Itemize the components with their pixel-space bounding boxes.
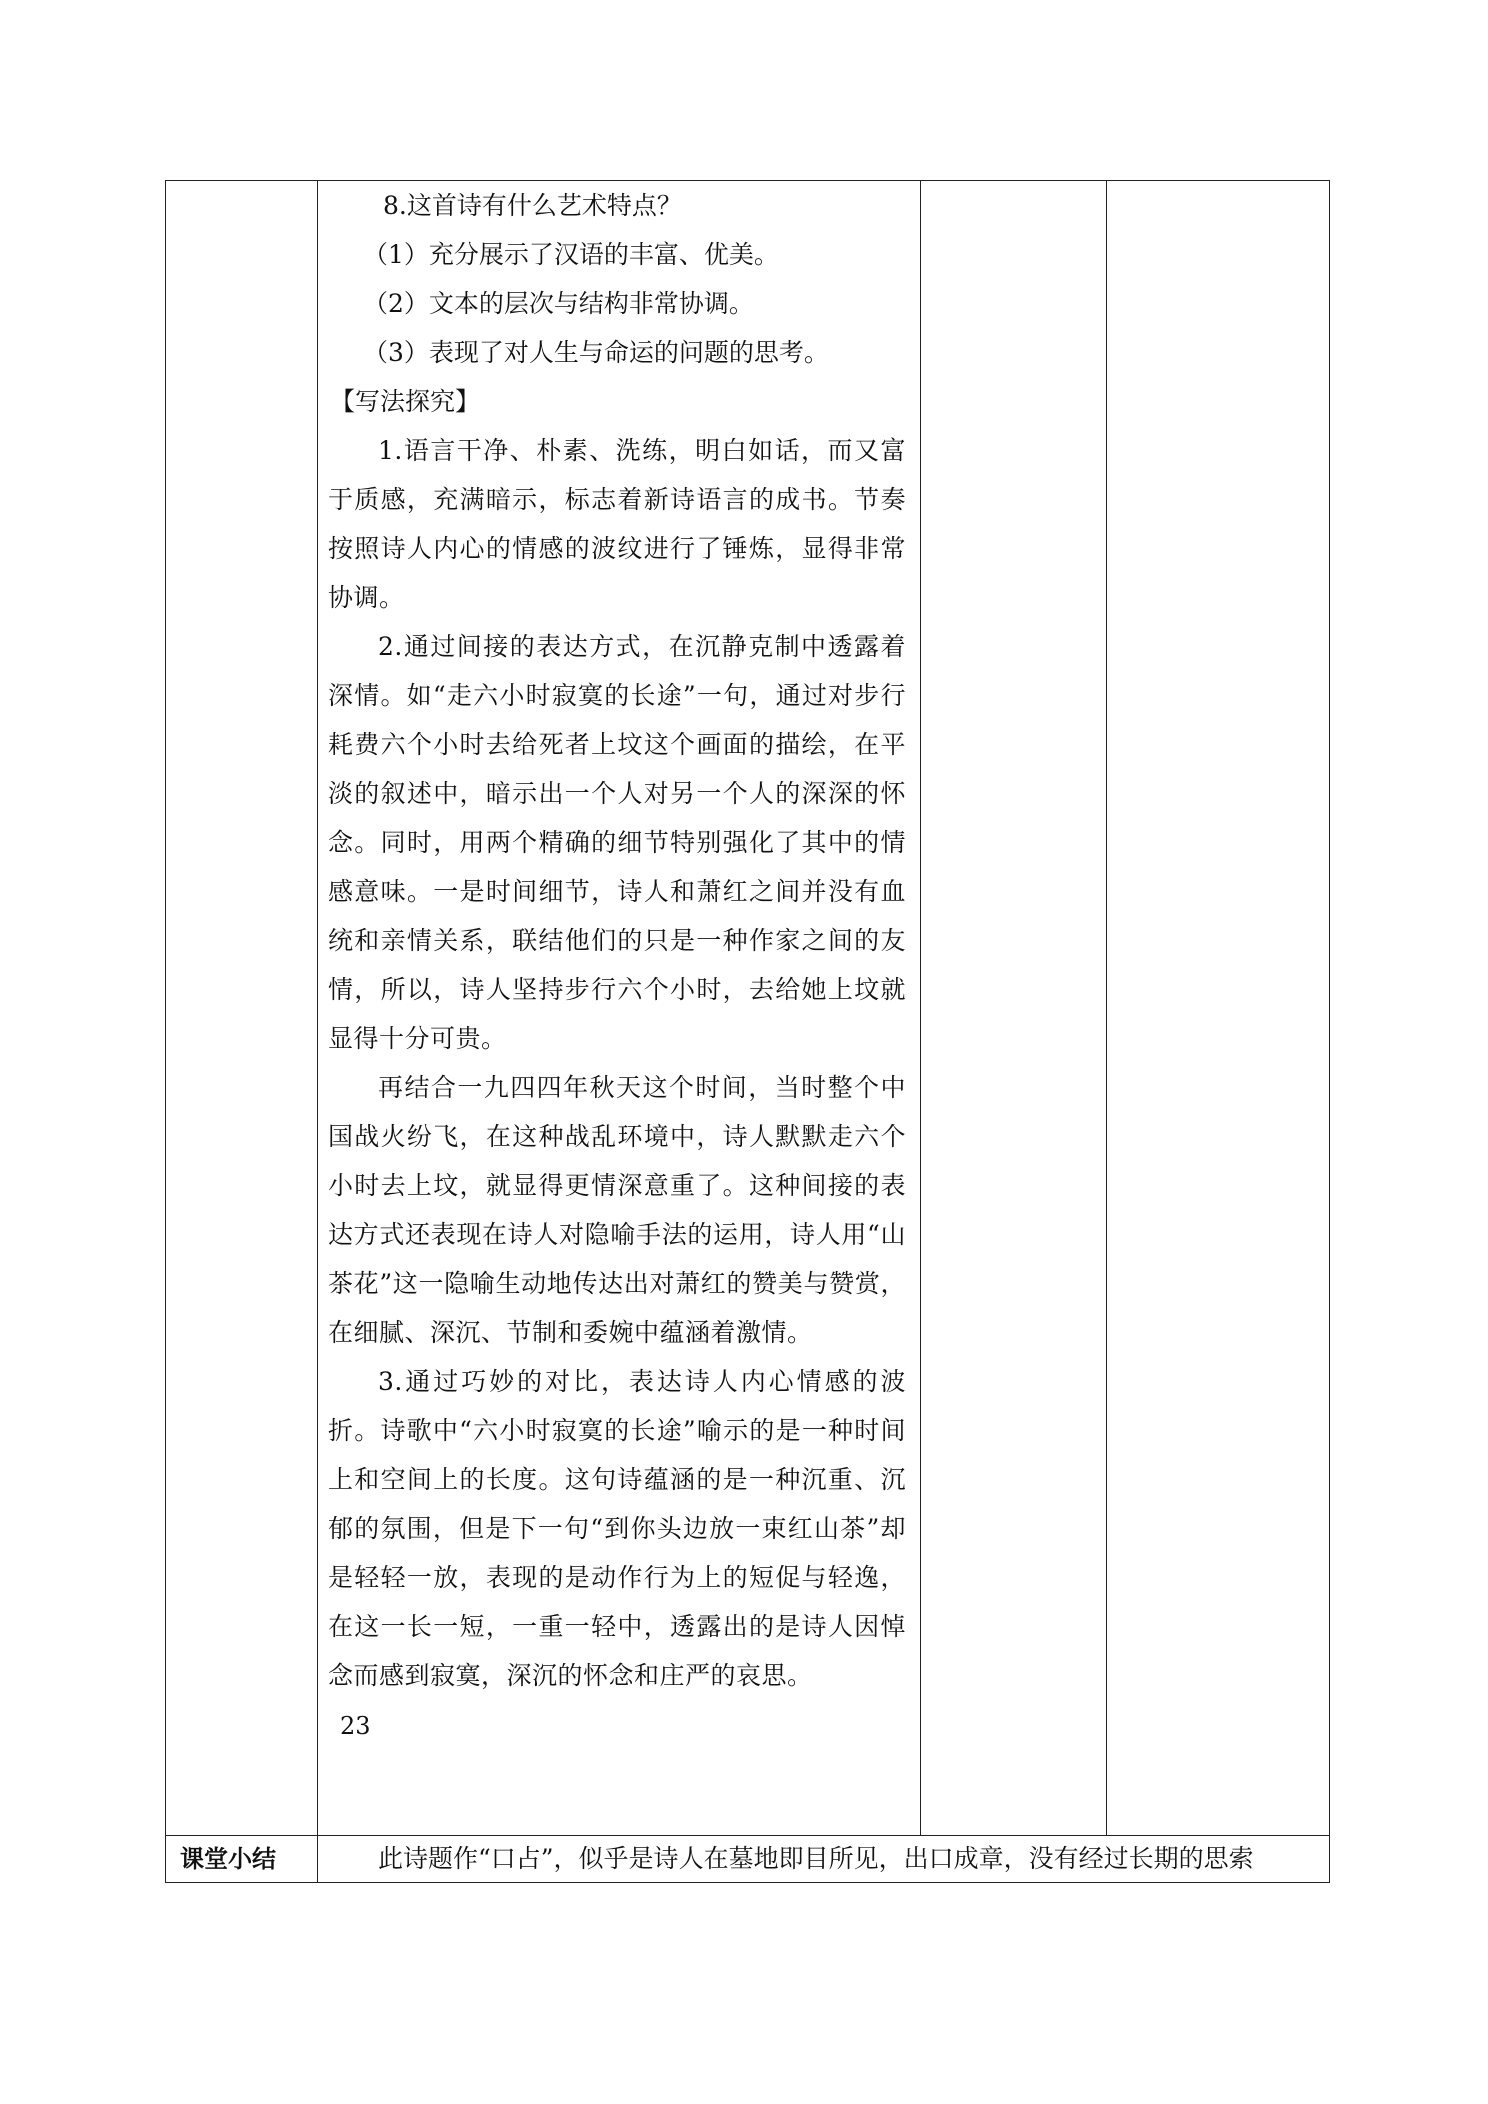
- label-cell-empty: [166, 181, 318, 1836]
- paragraph-2: 2.通过间接的表达方式，在沉静克制中透露着深情。如“走六小时寂寞的长途”一句，通过对步行耗费六个小时去给死者上坟这个画面的描绘，在平淡的叙述中，暗示出一个人对另一个人的深深的怀念。同时，用两个精确的细节特别强化了其中的情感意味。一是时间细节，诗人和萧红之间并没有血统和亲情关系，联结他们的只是一种作家之间的友情，所以，诗人坚持步行六个小时，去给她上坟就显得十分可贵。: [328, 632, 906, 1053]
- summary-label: 课堂小结: [166, 1836, 318, 1883]
- content-row: [166, 181, 1330, 1836]
- notes-cell-empty: [921, 181, 1107, 1836]
- point-1: （1）充分展示了汉语的丰富、优美。: [363, 240, 779, 269]
- summary-row: [166, 1836, 1330, 1883]
- remarks-cell-empty: [1107, 181, 1330, 1836]
- paragraph-1: 1.语言干净、朴素、洗练，明白如话，而又富于质感，充满暗示，标志着新诗语言的成书。节奏按照诗人内心的情感的波纹进行了锤炼，显得非常协调。: [328, 436, 906, 612]
- page-number: 23: [340, 1712, 371, 1740]
- point-3: （3）表现了对人生与命运的问题的思考。: [363, 338, 829, 367]
- question-text: 8.这首诗有什么艺术特点？: [383, 191, 682, 220]
- summary-text: 此诗题作“口占”，似乎是诗人在墓地即目所见，出口成章，没有经过长期的思索: [318, 1836, 1330, 1883]
- content-cell: [318, 181, 921, 1836]
- paragraph-3: 再结合一九四四年秋天这个时间，当时整个中国战火纷飞，在这种战乱环境中，诗人默默走六个小时去上坟，就显得更情深意重了。这种间接的表达方式还表现在诗人对隐喻手法的运用，诗人用“山茶花”这一隐喻生动地传达出对萧红的赞美与赞赏，在细腻、深沉、节制和委婉中蕴涵着激情。: [328, 1073, 906, 1347]
- lesson-table: [165, 180, 1330, 1883]
- section-heading: 【写法探究】: [330, 387, 481, 416]
- paragraph-4: 3.通过巧妙的对比，表达诗人内心情感的波折。诗歌中“六小时寂寞的长途”喻示的是一种时间上和空间上的长度。这句诗蕴涵的是一种沉重、沉郁的氛围，但是下一句“到你头边放一束红山茶”却是轻轻一放，表现的是动作行为上的短促与轻逸，在这一长一短，一重一轻中，透露出的是诗人因悼念而感到寂寞，深沉的怀念和庄严的哀思。: [328, 1367, 906, 1690]
- point-2: （2）文本的层次与结构非常协调。: [363, 289, 754, 318]
